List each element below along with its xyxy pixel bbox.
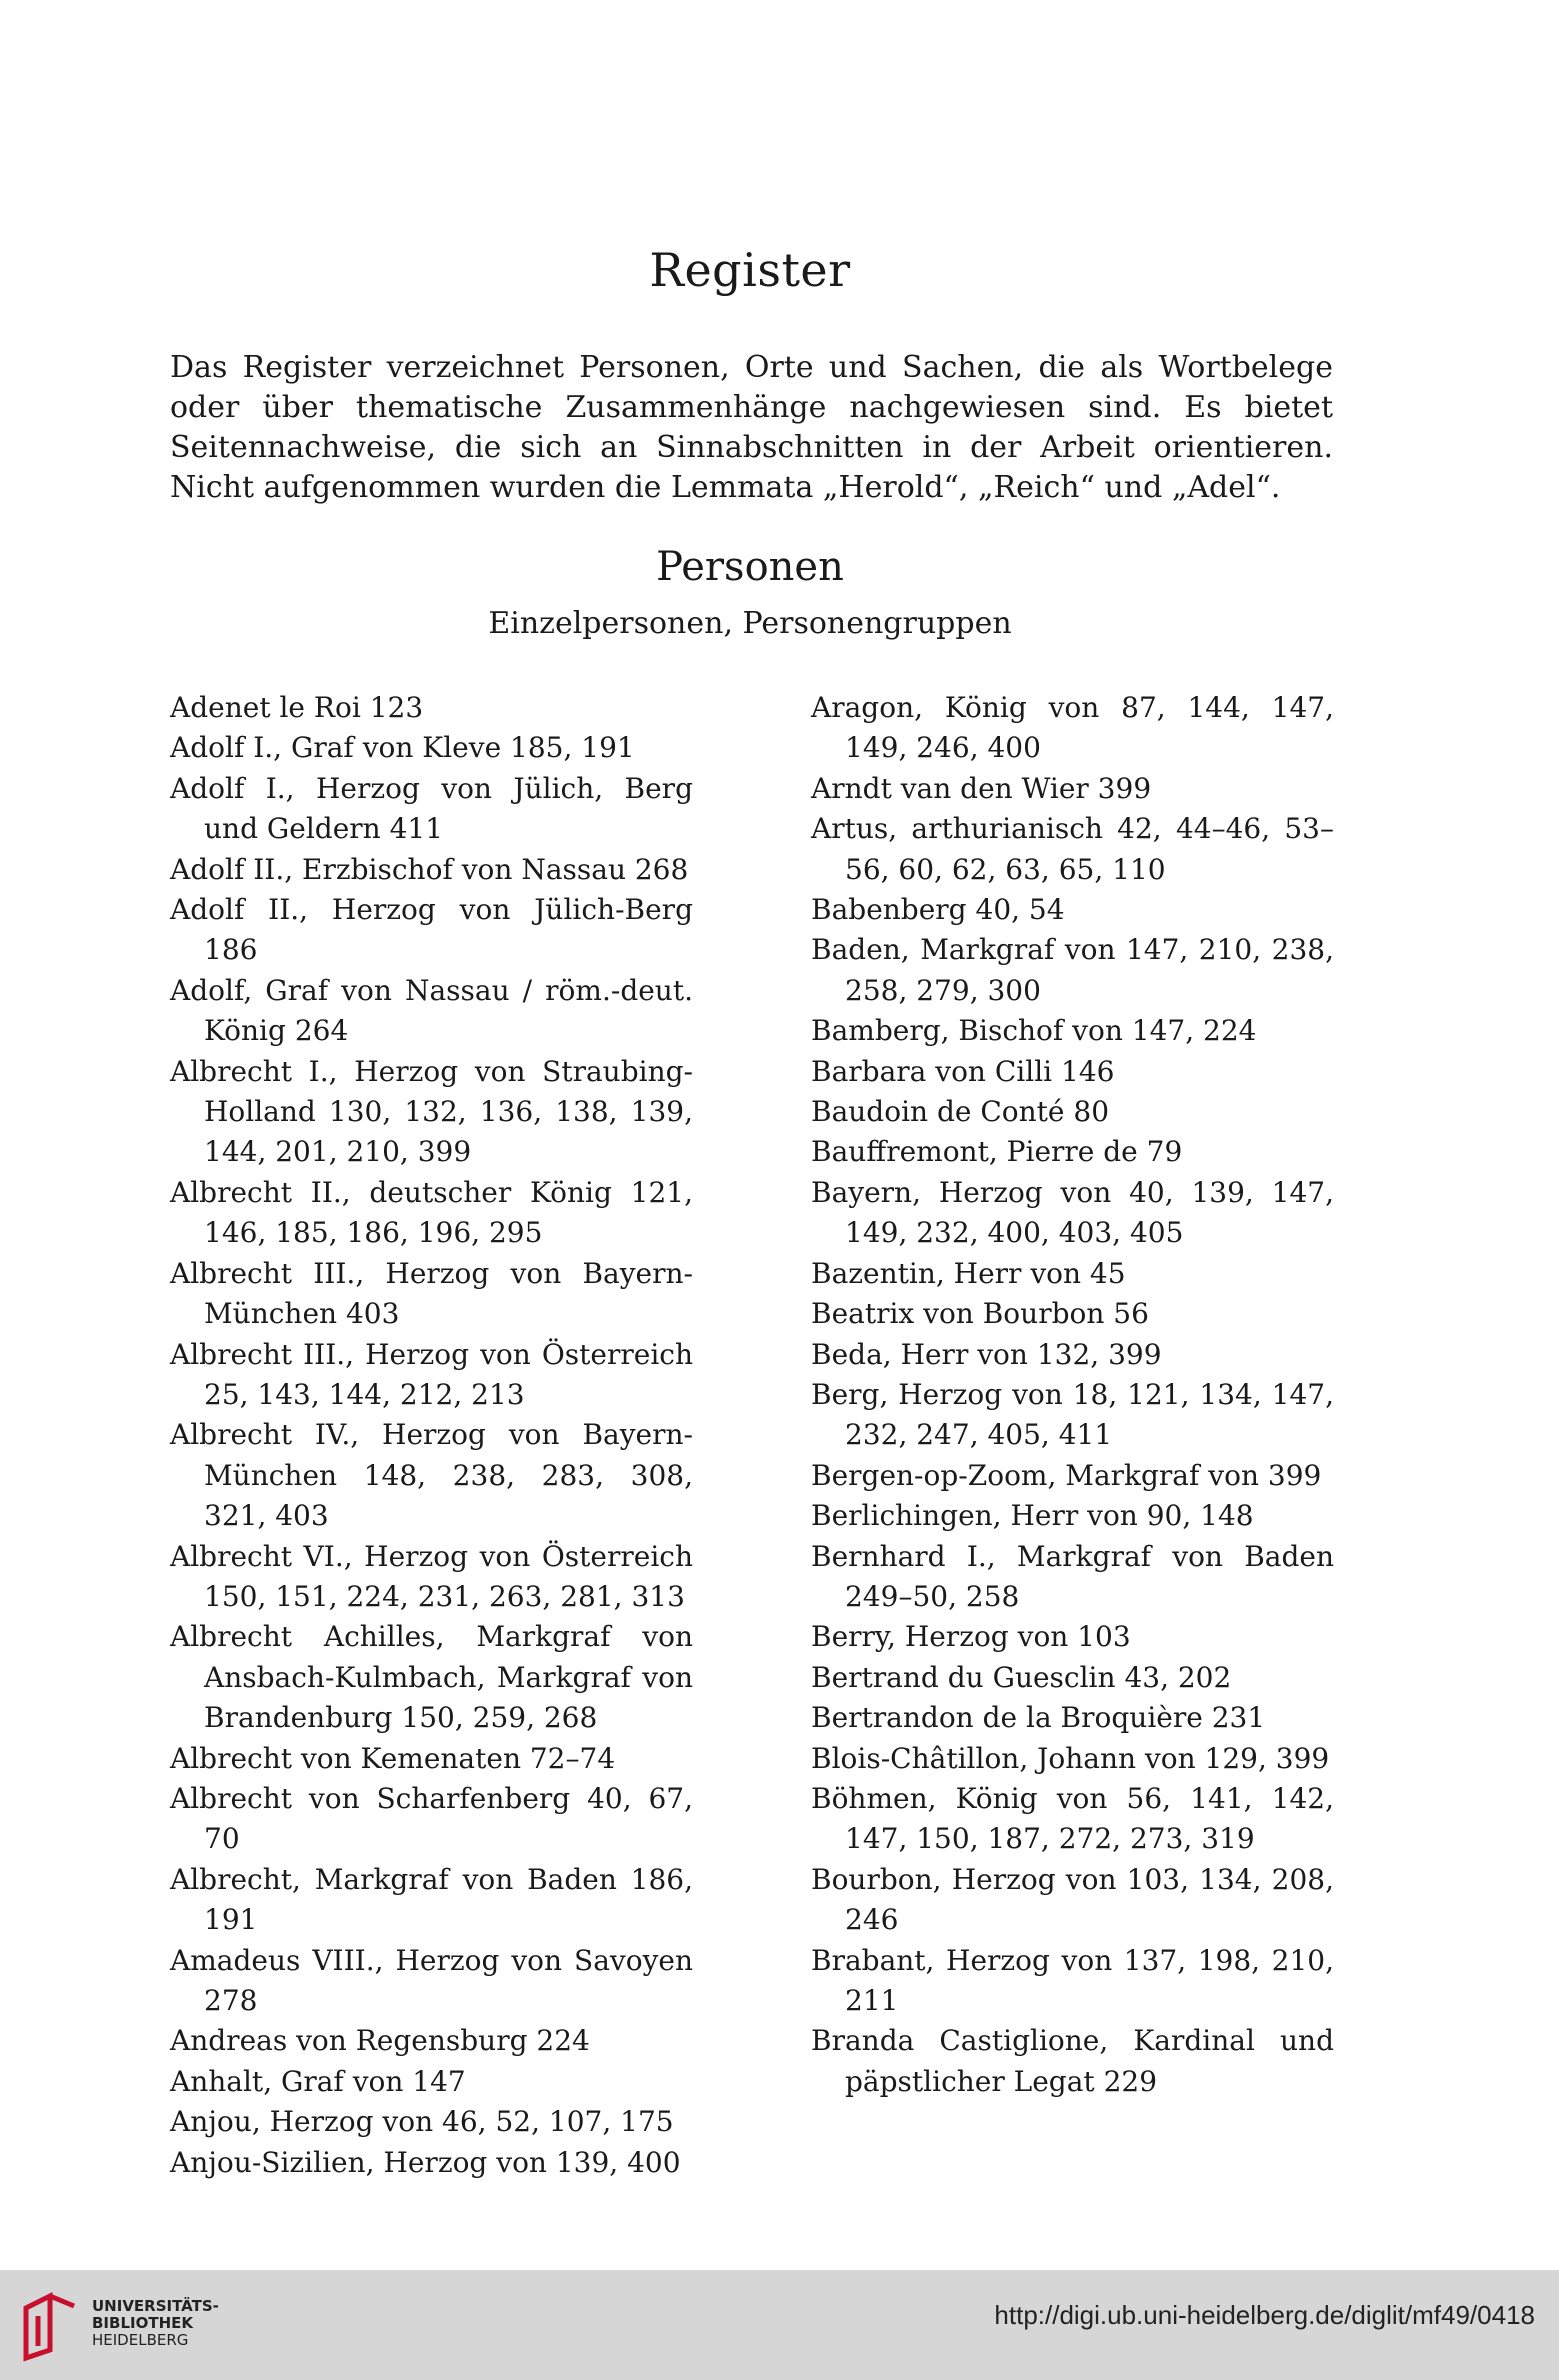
register-entry: Adolf I., Graf von Kleve 185, 191 (170, 731, 635, 765)
register-entry: Branda Castiglione, Kardinal und päpstlicher Legat 229 (811, 2024, 1334, 2098)
register-entry: Beda, Herr von 132, 399 (811, 1337, 1162, 1371)
library-footer-bar (0, 2270, 1559, 2380)
register-entry: Bergen-op-Zoom, Markgraf von 399 (811, 1458, 1322, 1492)
register-entry: Artus, arthurianisch 42, 44–46, 53–56, 60, 62, 63, 65, 110 (811, 812, 1334, 886)
register-entry: Blois-Châtillon, Johann von 129, 399 (811, 1741, 1330, 1775)
register-entry: Berg, Herzog von 18, 121, 134, 147, 232, 247, 405, 411 (811, 1377, 1334, 1452)
register-entry: Brabant, Herzog von 137, 198, 210, 211 (811, 1943, 1334, 2017)
register-entry: Albrecht, Markgraf von Baden 186, 191 (170, 1862, 693, 1937)
register-column-right (811, 688, 1334, 2102)
register-entry: Böhmen, König von 56, 141, 142, 147, 150, 187, 272, 273, 319 (811, 1781, 1334, 1856)
logo-line: UNIVERSITÄTS- (92, 2297, 219, 2315)
register-entry: Bertrand du Guesclin 43, 202 (811, 1660, 1232, 1694)
register-entry: Baudoin de Conté 80 (811, 1095, 1110, 1129)
register-entry: Adolf I., Herzog von Jülich, Berg und Geldern 411 (170, 771, 693, 846)
register-entry: Adenet le Roi 123 (170, 691, 424, 724)
register-entry: Albrecht I., Herzog von Straubing-Holland 130, 132, 136, 138, 139, 144, 201, 210, 399 (170, 1054, 693, 1169)
section-title: Personen (656, 544, 844, 590)
register-entry: Adolf II., Erzbischof von Nassau 268 (170, 852, 689, 886)
register-entry: Bayern, Herzog von 40, 139, 147, 149, 232, 400, 403, 405 (811, 1175, 1334, 1250)
register-entry: Adolf II., Herzog von Jülich-Berg 186 (170, 893, 693, 967)
register-entry: Amadeus VIII., Herzog von Savoyen 278 (170, 1943, 693, 2017)
register-entry: Anhalt, Graf von 147 (170, 2064, 466, 2098)
register-entry: Bamberg, Bischof von 147, 224 (811, 1014, 1257, 1048)
register-entry: Albrecht VI., Herzog von Österreich 150, 151, 224, 231, 263, 281, 313 (170, 1539, 693, 1613)
register-entry: Bourbon, Herzog von 103, 134, 208, 246 (811, 1862, 1334, 1937)
register-entry: Anjou-Sizilien, Herzog von 139, 400 (170, 2145, 681, 2179)
register-entry: Albrecht von Scharfenberg 40, 67, 70 (170, 1781, 693, 1856)
register-entry: Albrecht IV., Herzog von Bayern-München 148, 238, 283, 308, 321, 403 (170, 1418, 693, 1533)
page-title: Register (649, 243, 851, 297)
register-entry: Adolf, Graf von Nassau / röm.-deut. König 264 (170, 973, 693, 1048)
register-entry: Albrecht Achilles, Markgraf von Ansbach-Kulmbach, Markgraf von Brandenburg 150, 259, 268 (170, 1620, 693, 1735)
register-column-left (170, 688, 693, 2183)
register-entry: Baden, Markgraf von 147, 210, 238, 258, 279, 300 (811, 933, 1334, 1007)
section-subtitle: Einzelpersonen, Personengruppen (488, 606, 1012, 641)
logo-line: HEIDELBERG (92, 2331, 189, 2349)
register-entry: Aragon, König von 87, 144, 147, 149, 246, 400 (811, 691, 1334, 765)
register-entry: Albrecht III., Herzog von Bayern-München 403 (170, 1256, 693, 1331)
register-entry: Bertrandon de la Broquière 231 (811, 1701, 1266, 1735)
register-entry: Bernhard I., Markgraf von Baden 249–50, 258 (811, 1539, 1334, 1613)
register-entry: Beatrix von Bourbon 56 (811, 1297, 1149, 1331)
register-entry: Barbara von Cilli 146 (811, 1054, 1115, 1088)
register-entry: Berlichingen, Herr von 90, 148 (811, 1499, 1254, 1533)
register-entry: Bauffremont, Pierre de 79 (811, 1135, 1183, 1169)
register-entry: Albrecht II., deutscher König 121, 146, 185, 186, 196, 295 (170, 1175, 693, 1250)
register-entry: Berry, Herzog von 103 (811, 1620, 1131, 1654)
library-logo-text (92, 2298, 219, 2349)
register-entry: Babenberg 40, 54 (811, 893, 1065, 927)
intro-paragraph: Das Register verzeichnet Personen, Orte und Sachen, die als Wortbelege oder über thematische Zusammenhänge nachgewiesen sind. Es bietet Seitennachweise, die sich an Sinnabschnitten in der Arbeit orientieren. Nicht aufgenommen wurden die Lemmata „Herold“, „Reich“ und „Adel“. (170, 350, 1333, 505)
register-entry: Anjou, Herzog von 46, 52, 107, 175 (170, 2105, 674, 2139)
library-logo-icon (20, 2288, 84, 2362)
register-entry: Bazentin, Herr von 45 (811, 1256, 1126, 1290)
register-entry: Albrecht von Kemenaten 72–74 (170, 1741, 616, 1775)
register-entry: Andreas von Regensburg 224 (170, 2024, 590, 2058)
source-url-link[interactable]: http://digi.ub.uni-heidelberg.de/diglit/mf49/0418 (994, 2300, 1535, 2330)
logo-line: BIBLIOTHEK (92, 2314, 193, 2332)
register-entry: Albrecht III., Herzog von Österreich 25, 143, 144, 212, 213 (170, 1337, 693, 1411)
register-entry: Arndt van den Wier 399 (811, 771, 1152, 805)
